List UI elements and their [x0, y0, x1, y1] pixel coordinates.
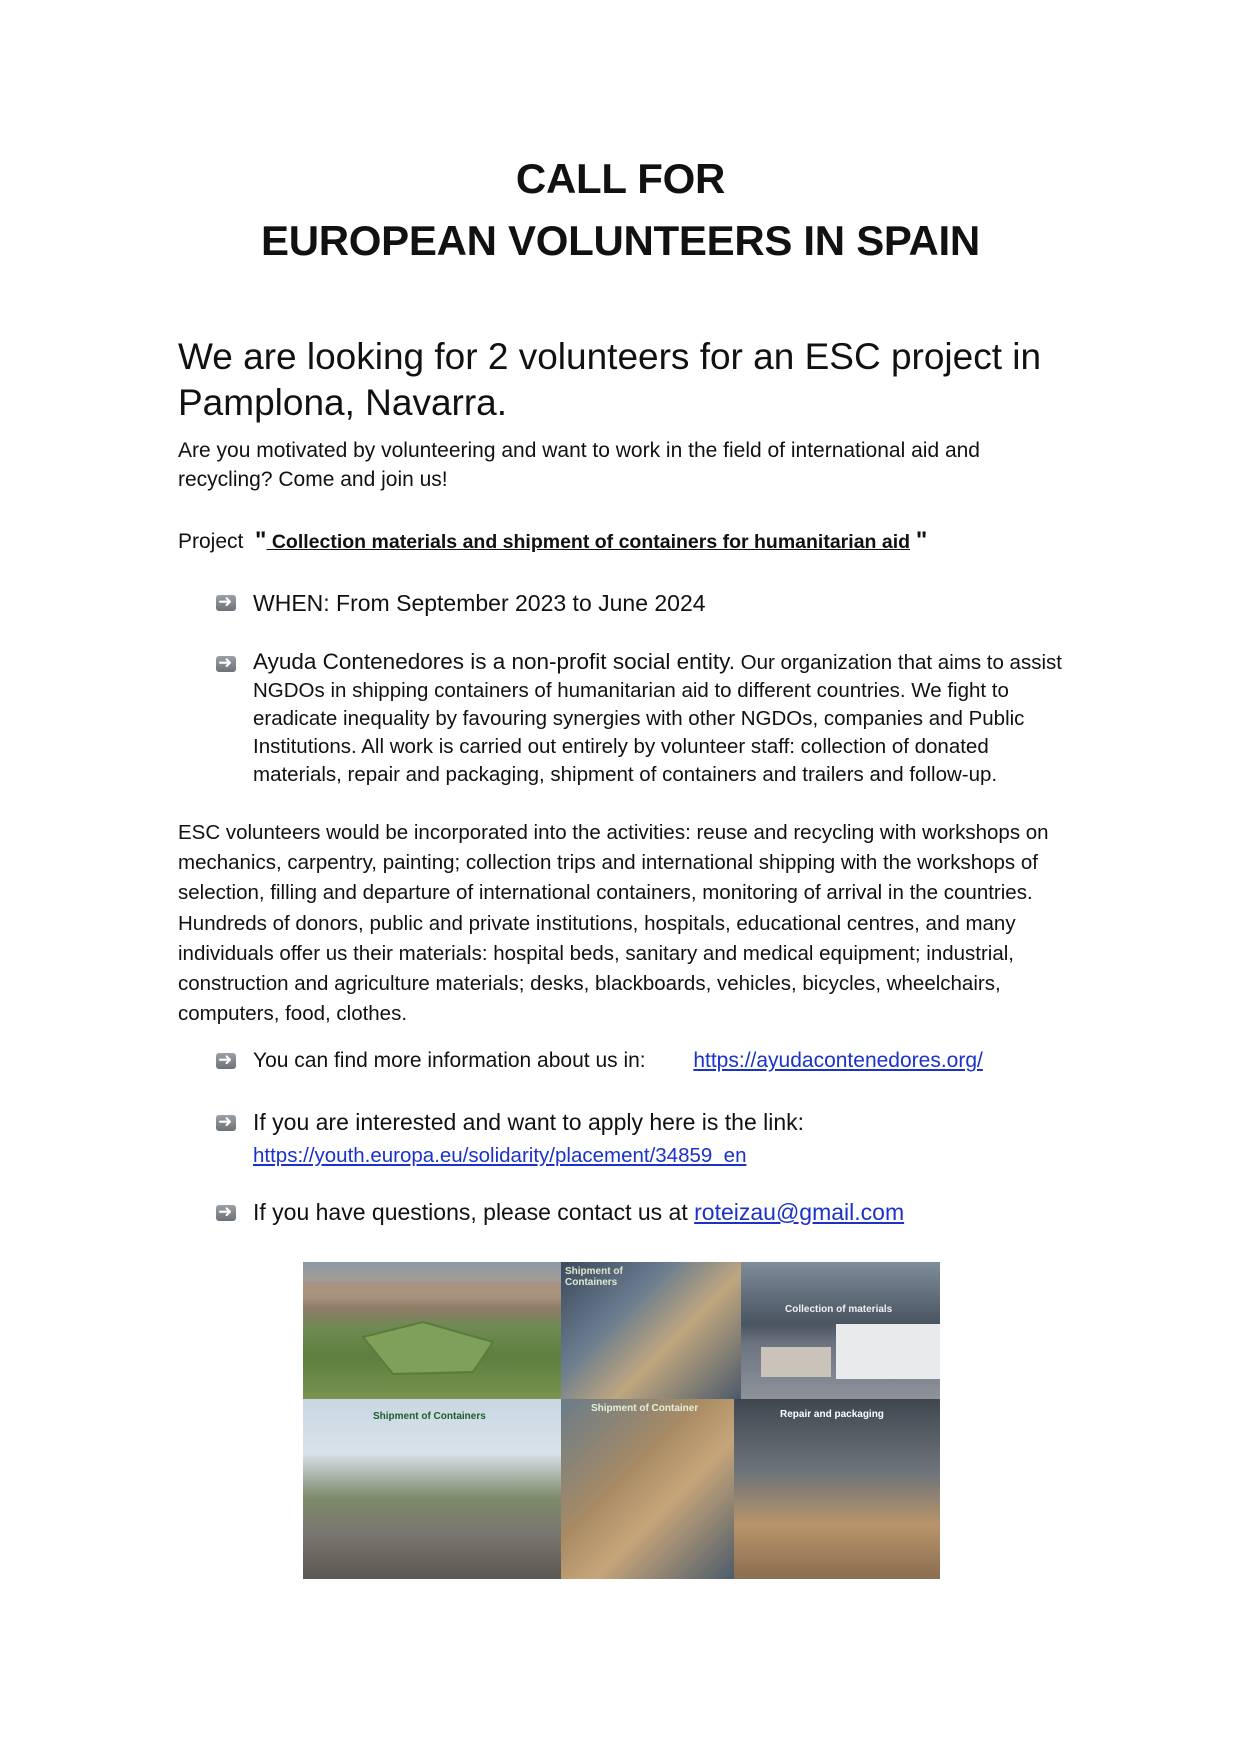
quote-open: ": [255, 527, 267, 554]
aerial-city-photo: [303, 1262, 561, 1399]
caption-shipment-container: Shipment of Container: [591, 1403, 699, 1414]
caption-shipment-containers: Shipment of Containers: [373, 1411, 486, 1422]
contact-text: If you have questions, please contact us at: [253, 1199, 688, 1225]
website-link[interactable]: https://ayudacontenedores.org/: [693, 1049, 983, 1072]
project-label: Project: [178, 530, 244, 553]
caption-shipment-2: Containers: [565, 1277, 618, 1288]
esc-description: ESC volunteers would be incorporated into the activities: reuse and recycling with workshops on mechanics, carpentry, painting; collection trips and international shipping with the workshops of selection, filling and departure of international containers, monitoring of arrival in the countries. Hundreds of donors, public and private institutions, hospitals, educational centres, and many individuals offer us their materials: hospital beds, sanitary and medical equipment; industrial, construction and agriculture materials; desks, blackboards, vehicles, bicycles, wheelchairs, computers, food, clothes.: [178, 821, 1049, 1026]
organization-intro: Ayuda Contenedores is a non-profit social entity.: [253, 649, 735, 674]
arrow-right-icon: ➜: [216, 595, 236, 611]
quote-close: ": [915, 527, 928, 554]
caption-shipment-1: Shipment of: [565, 1266, 623, 1277]
caption-repair: Repair and packaging: [780, 1409, 884, 1420]
arrow-right-icon: ➜: [216, 656, 236, 672]
email-link[interactable]: roteizau@gmail.com: [694, 1199, 905, 1225]
apply-text: If you are interested and want to apply here is the link:: [253, 1109, 805, 1135]
project-title: Collection materials and shipment of containers for humanitarian aid: [266, 531, 911, 553]
more-info-item: [253, 1047, 1073, 1075]
shipment-containers-photo: [303, 1399, 561, 1579]
organization-description: Our organization that aims to assist NGDOs in shipping containers of humanitarian aid to different countries. We fight to eradicate inequality by favouring synergies with other NGDOs, companies and Public Institutions. All work is carried out entirely by volunteer staff: collection of donated materials, repair and packaging, shipment of containers and trailers and follow-up.: [253, 651, 1062, 786]
apply-link[interactable]: https://youth.europa.eu/solidarity/placement/34859_en: [253, 1144, 747, 1167]
contact-item: [253, 1196, 1073, 1228]
project-line: [178, 526, 927, 557]
shipment-forklift-photo: [561, 1262, 741, 1399]
photo-collage: [303, 1262, 940, 1579]
collection-van-photo: [741, 1262, 940, 1399]
caption-collection: Collection of materials: [785, 1304, 893, 1315]
lead-heading: We are looking for 2 volunteers for an ESC project in Pamplona, Navarra.: [178, 336, 1042, 423]
title-line-2: EUROPEAN VOLUNTEERS IN SPAIN: [261, 217, 980, 264]
organization-item: [253, 648, 1073, 789]
arrow-right-icon: ➜: [216, 1115, 236, 1131]
apply-item: [253, 1106, 1073, 1172]
repair-packaging-photo: [734, 1399, 940, 1579]
when-item: WHEN: From September 2023 to June 2024: [253, 590, 706, 616]
loading-container-photo: [561, 1399, 734, 1579]
arrow-right-icon: ➜: [216, 1205, 236, 1221]
title-line-1: CALL FOR: [515, 155, 726, 202]
intro-text: Are you motivated by volunteering and want to work in the field of international aid and recycling? Come and join us!: [178, 439, 980, 491]
arrow-right-icon: ➜: [216, 1053, 236, 1069]
page-title: [0, 148, 1241, 272]
more-info-text: You can find more information about us in:: [253, 1049, 646, 1072]
